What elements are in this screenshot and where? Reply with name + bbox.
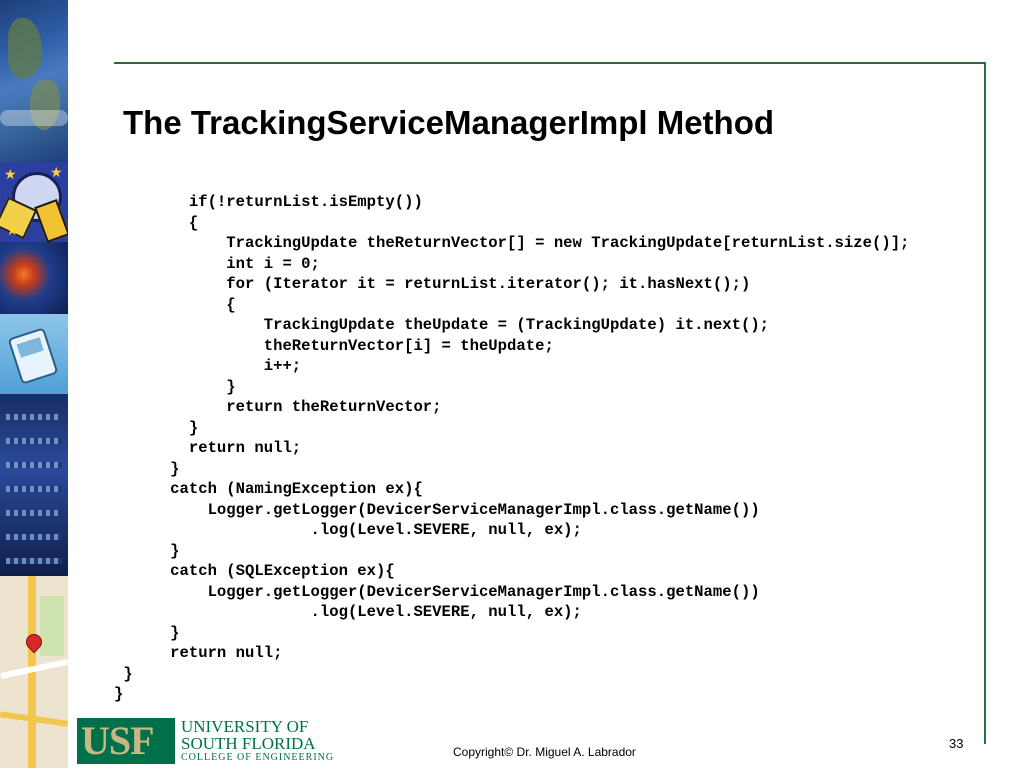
code-line: if(!returnList.isEmpty()) [114,193,423,211]
code-line: Logger.getLogger(DevicerServiceManagerImpl.class.getName()) [114,582,760,601]
code-line: i++; [114,357,302,375]
code-line: for (Iterator it = returnList.iterator(); it.hasNext();) [114,275,751,293]
college-name: COLLEGE OF ENGINEERING [181,752,335,763]
globe-image [0,0,68,162]
left-image-strip [0,0,68,768]
code-line: return null; [114,644,283,662]
university-name-line1: UNIVERSITY OF [181,717,309,736]
code-line: int i = 0; [114,254,320,273]
server-lights-image [0,394,68,576]
code-line: .log(Level.SEVERE, null, ex); [114,603,582,621]
code-line: } [114,459,180,478]
code-line: .log(Level.SEVERE, null, ex); [114,521,582,539]
mobile-phone-image [0,314,68,394]
code-line: catch (SQLException ex){ [114,562,395,580]
code-line: } [114,685,124,703]
satellite-cartoon-image: ★ ★ ★ [0,162,68,242]
code-line: } [114,623,180,642]
copyright-text: Copyright© Dr. Miguel A. Labrador [453,745,636,759]
usf-logo [77,717,335,764]
code-line: Logger.getLogger(DevicerServiceManagerImpl.class.getName()) [114,500,760,519]
street-map-image [0,576,68,768]
code-line: theReturnVector[i] = theUpdate; [114,336,554,355]
slide-frame-top-line [114,62,986,64]
page-number: 33 [949,736,964,751]
university-name-line2: SOUTH FLORIDA [181,734,316,753]
usf-logo-mark [77,718,175,764]
slide-frame-right-line [984,62,986,744]
code-line: } [114,377,236,396]
code-line: { [114,295,236,314]
code-line: TrackingUpdate theReturnVector[] = new TrackingUpdate[returnList.size()]; [114,234,910,252]
code-line: } [114,664,133,683]
code-line: } [114,418,199,437]
code-line: return null; [114,439,302,457]
code-line: catch (NamingException ex){ [114,480,423,498]
code-line: } [114,541,180,560]
code-line: TrackingUpdate theUpdate = (TrackingUpdate) it.next(); [114,316,770,334]
code-listing [114,192,909,705]
slide-title: The TrackingServiceManagerImpl Method [123,104,775,141]
code-line: { [114,213,199,232]
usf-logo-mark-text: USF [81,718,154,763]
code-line: return theReturnVector; [114,398,442,416]
human-head-image [0,242,68,314]
